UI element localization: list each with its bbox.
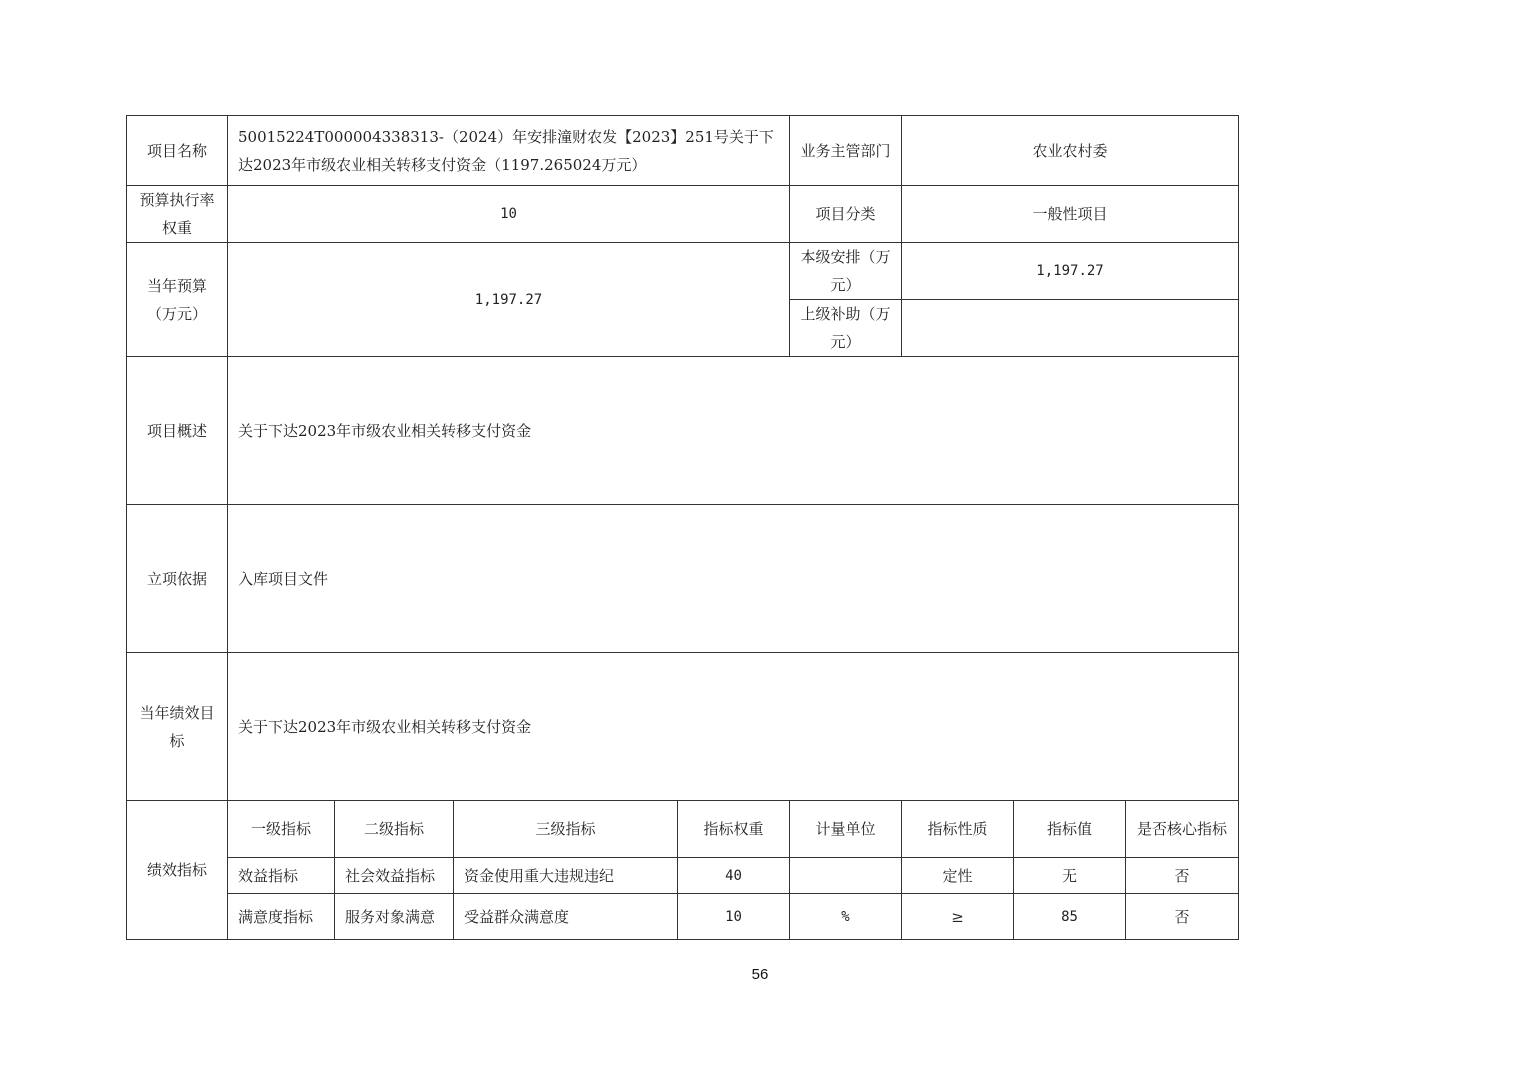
- project-name-label: 项目名称: [127, 116, 228, 186]
- row2-weight: 10: [678, 894, 790, 940]
- row1-value: 无: [1014, 858, 1126, 894]
- budget-label: 当年预算（万元）: [127, 243, 228, 357]
- row1-core: 否: [1126, 858, 1239, 894]
- row2-level3: 受益群众满意度: [454, 894, 678, 940]
- overview-label: 项目概述: [127, 357, 228, 505]
- row2-level2: 服务对象满意: [335, 894, 454, 940]
- header-level2: 二级指标: [335, 801, 454, 858]
- project-performance-table: [126, 115, 1239, 940]
- overview-value: 关于下达2023年市级农业相关转移支付资金: [228, 357, 1239, 505]
- row1-weight: 40: [678, 858, 790, 894]
- page-number: 56: [751, 966, 769, 983]
- table-row: [127, 894, 1239, 940]
- row2-level1: 满意度指标: [228, 894, 335, 940]
- table-row: [127, 858, 1239, 894]
- row2-core: 否: [1126, 894, 1239, 940]
- budget-value: 1,197.27: [228, 243, 790, 357]
- dept-value: 农业农村委: [902, 116, 1239, 186]
- upper-subsidy-label: 上级补助（万元）: [790, 300, 902, 357]
- dept-label: 业务主管部门: [790, 116, 902, 186]
- upper-subsidy-value: [902, 300, 1239, 357]
- row-project-name: [127, 116, 1239, 186]
- row1-unit: [790, 858, 902, 894]
- category-value: 一般性项目: [902, 186, 1239, 243]
- header-nature: 指标性质: [902, 801, 1014, 858]
- basis-value: 入库项目文件: [228, 505, 1239, 653]
- weight-value: 10: [228, 186, 790, 243]
- header-level1: 一级指标: [228, 801, 335, 858]
- local-arrangement-value: 1,197.27: [902, 243, 1239, 300]
- goal-value: 关于下达2023年市级农业相关转移支付资金: [228, 653, 1239, 801]
- row2-unit: %: [790, 894, 902, 940]
- header-unit: 计量单位: [790, 801, 902, 858]
- row2-nature: ≥: [902, 894, 1014, 940]
- row2-value: 85: [1014, 894, 1126, 940]
- row-basis: [127, 505, 1239, 653]
- weight-label: 预算执行率权重: [127, 186, 228, 243]
- header-value: 指标值: [1014, 801, 1126, 858]
- row-budget: [127, 243, 1239, 300]
- row1-level3: 资金使用重大违规违纪: [454, 858, 678, 894]
- goal-label: 当年绩效目标: [127, 653, 228, 801]
- category-label: 项目分类: [790, 186, 902, 243]
- row-goal: [127, 653, 1239, 801]
- basis-label: 立项依据: [127, 505, 228, 653]
- indicators-section-label: 绩效指标: [127, 801, 228, 940]
- header-core: 是否核心指标: [1126, 801, 1239, 858]
- project-name-value: 50015224T000004338313-（2024）年安排潼财农发【2023】251号关于下达2023年市级农业相关转移支付资金（1197.265024万元）: [228, 116, 790, 186]
- row1-nature: 定性: [902, 858, 1014, 894]
- row1-level2: 社会效益指标: [335, 858, 454, 894]
- row1-level1: 效益指标: [228, 858, 335, 894]
- row-overview: [127, 357, 1239, 505]
- local-arrangement-label: 本级安排（万元）: [790, 243, 902, 300]
- indicator-header-row: [127, 801, 1239, 858]
- header-weight: 指标权重: [678, 801, 790, 858]
- row-weight: [127, 186, 1239, 243]
- header-level3: 三级指标: [454, 801, 678, 858]
